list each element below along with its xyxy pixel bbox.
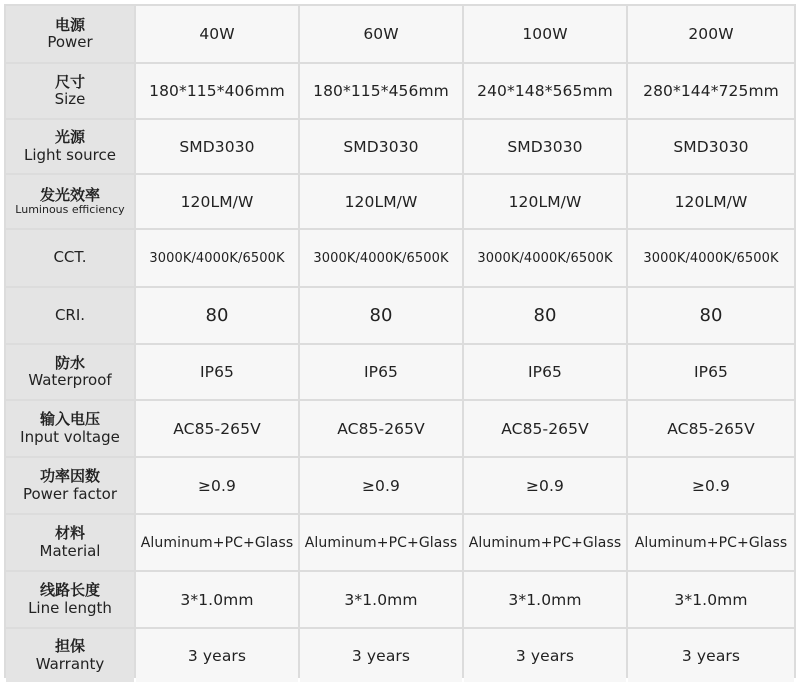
cell-cri-4: 80	[628, 288, 794, 343]
row-label-waterproof	[6, 345, 134, 399]
label-zh: 线路长度	[39, 581, 100, 600]
label-en: Light source	[23, 145, 116, 164]
cell-light-source-3: SMD3030	[464, 120, 626, 173]
cell-cri-2: 80	[300, 288, 462, 343]
cell-warranty-1: 3 years	[136, 629, 298, 682]
cell-power-1: 40W	[136, 6, 298, 62]
cell-warranty-2: 3 years	[300, 629, 462, 682]
cell-line-length-4: 3*1.0mm	[628, 572, 794, 627]
cell-size-2: 180*115*456mm	[300, 64, 462, 118]
label-zh: 担保	[54, 637, 85, 656]
cell-input-voltage-4: AC85-265V	[628, 401, 794, 456]
label-en: Power factor	[22, 484, 118, 503]
label-en: Line length	[28, 598, 112, 617]
cell-waterproof-4: IP65	[628, 345, 794, 399]
row-label-size	[6, 64, 134, 118]
label-zh: 电源	[54, 15, 85, 34]
cell-cri-1: 80	[136, 288, 298, 343]
cell-material-1: Aluminum+PC+Glass	[136, 515, 298, 570]
label-zh: 尺寸	[54, 72, 85, 91]
cell-cct-2: 3000K/4000K/6500K	[300, 230, 462, 286]
label-en: Power	[47, 33, 93, 51]
cell-waterproof-2: IP65	[300, 345, 462, 399]
label-zh: 光源	[54, 128, 85, 147]
cell-luminous-efficiency-1: 120LM/W	[136, 175, 298, 228]
label-en: Luminous efficiency	[15, 202, 125, 216]
label-en: Input voltage	[20, 427, 120, 446]
row-label-power-factor	[6, 458, 134, 513]
cell-material-3: Aluminum+PC+Glass	[464, 515, 626, 570]
label-en: Material	[39, 541, 101, 560]
cell-size-4: 280*144*725mm	[628, 64, 794, 118]
cell-input-voltage-3: AC85-265V	[464, 401, 626, 456]
label-zh: 功率因数	[39, 467, 100, 486]
cell-power-2: 60W	[300, 6, 462, 62]
row-label-light-source	[6, 120, 134, 173]
cell-power-factor-1: ≥0.9	[136, 458, 298, 513]
label-zh: 发光效率	[39, 185, 100, 204]
cell-luminous-efficiency-2: 120LM/W	[300, 175, 462, 228]
cell-power-factor-2: ≥0.9	[300, 458, 462, 513]
row-label-warranty	[6, 629, 134, 682]
row-label-luminous-efficiency	[6, 175, 134, 228]
cell-power-factor-3: ≥0.9	[464, 458, 626, 513]
cell-luminous-efficiency-3: 120LM/W	[464, 175, 626, 228]
label-en: CRI.	[54, 305, 86, 324]
cell-cct-1: 3000K/4000K/6500K	[136, 230, 298, 286]
label-zh: 材料	[54, 524, 85, 543]
label-zh: 输入电压	[39, 410, 100, 429]
label-en: Waterproof	[28, 371, 112, 389]
cell-line-length-1: 3*1.0mm	[136, 572, 298, 627]
row-label-material	[6, 515, 134, 570]
cell-light-source-4: SMD3030	[628, 120, 794, 173]
cell-waterproof-1: IP65	[136, 345, 298, 399]
label-zh: 防水	[54, 353, 85, 372]
label-en: Warranty	[35, 654, 105, 673]
spec-table	[4, 4, 796, 678]
cell-line-length-2: 3*1.0mm	[300, 572, 462, 627]
cell-input-voltage-2: AC85-265V	[300, 401, 462, 456]
cell-size-1: 180*115*406mm	[136, 64, 298, 118]
cell-material-2: Aluminum+PC+Glass	[300, 515, 462, 570]
row-label-line-length	[6, 572, 134, 627]
row-label-cct	[6, 230, 134, 286]
label-en: CCT.	[53, 248, 87, 267]
cell-line-length-3: 3*1.0mm	[464, 572, 626, 627]
cell-cct-3: 3000K/4000K/6500K	[464, 230, 626, 286]
cell-power-3: 100W	[464, 6, 626, 62]
cell-waterproof-3: IP65	[464, 345, 626, 399]
cell-light-source-2: SMD3030	[300, 120, 462, 173]
cell-material-4: Aluminum+PC+Glass	[628, 515, 794, 570]
cell-warranty-4: 3 years	[628, 629, 794, 682]
cell-size-3: 240*148*565mm	[464, 64, 626, 118]
cell-cct-4: 3000K/4000K/6500K	[628, 230, 794, 286]
cell-power-factor-4: ≥0.9	[628, 458, 794, 513]
row-label-cri	[6, 288, 134, 343]
cell-luminous-efficiency-4: 120LM/W	[628, 175, 794, 228]
cell-cri-3: 80	[464, 288, 626, 343]
cell-power-4: 200W	[628, 6, 794, 62]
row-label-power	[6, 6, 134, 62]
cell-light-source-1: SMD3030	[136, 120, 298, 173]
label-en: Size	[54, 90, 86, 108]
cell-input-voltage-1: AC85-265V	[136, 401, 298, 456]
row-label-input-voltage	[6, 401, 134, 456]
cell-warranty-3: 3 years	[464, 629, 626, 682]
